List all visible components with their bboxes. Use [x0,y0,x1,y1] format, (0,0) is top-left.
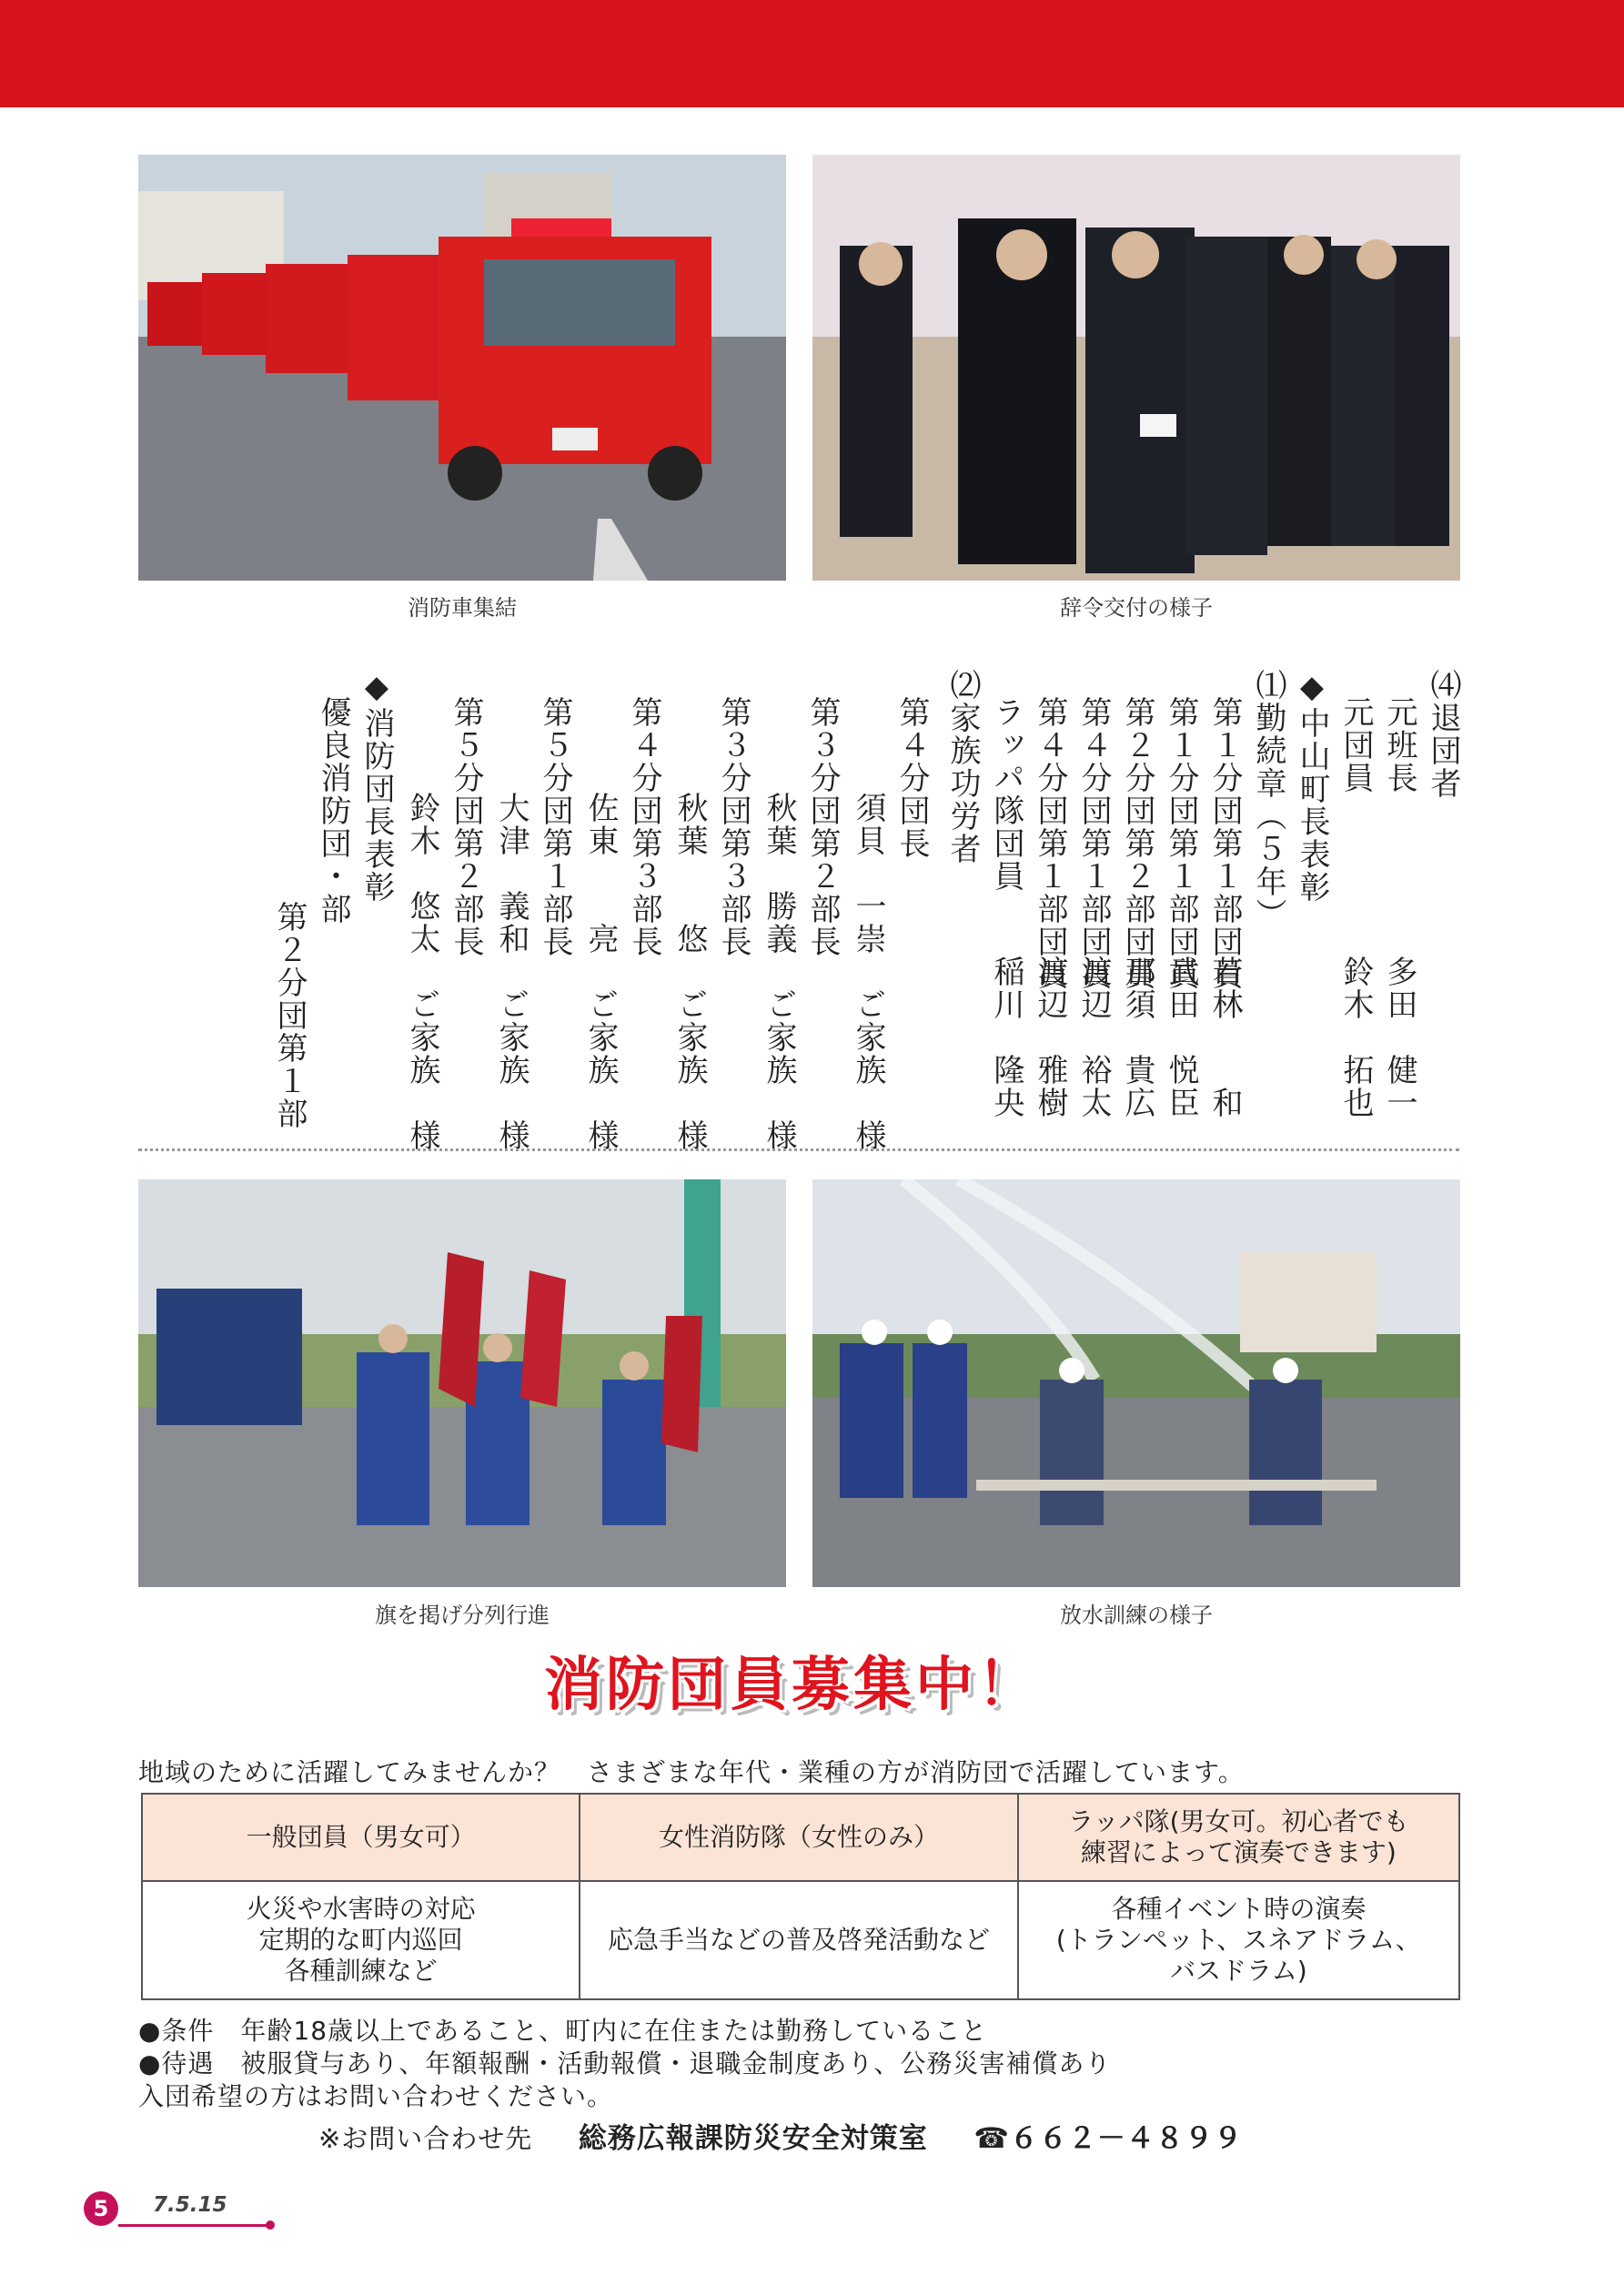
award-name: 那須 貴広 [1119,956,1155,1119]
service-heading: ⑴勤続章（５年） [1250,669,1286,931]
award-name: 武田 悦臣 [1163,956,1199,1119]
award-name: 大津 義和 ご家族 様 [493,792,530,1152]
retired-heading: ⑷退団者 [1425,669,1461,800]
table-header-cell [142,1794,580,1881]
photo-caption: 消防車集結 [408,595,517,621]
condition-line: ●待遇 被服貸与あり、年額報酬・活動報償・退職金制度あり、公務災害補償あり [138,2048,1112,2079]
cell-line: 各種訓練など [284,1956,438,1986]
award-role: 第５分団第２部長 [448,696,484,958]
header-bar [0,0,1624,107]
cell-line: 応急手当などの普及啓発活動など [607,1925,990,1955]
section-divider [138,1148,1459,1151]
award-name: 佐東 亮 ご家族 様 [582,792,619,1152]
contact-phone: ☎６６２－４８９９ [973,2122,1243,2155]
cell-line: 女性消防隊（女性のみ） [658,1822,939,1852]
cell-line: 一般団員（男女可） [246,1822,476,1852]
award-name: 渡辺 雅樹 [1032,956,1068,1119]
award-role: 第４分団第３部長 [626,696,662,958]
cell-line: 火災や水害時の対応 [246,1894,476,1924]
award-name: 秋葉 悠 ご家族 様 [671,792,708,1152]
photo-caption: 旗を掲げ分列行進 [375,1603,550,1628]
award-role: 第２分団第２部団員 [1119,696,1155,991]
award-name: 鈴木 拓也 [1337,956,1374,1119]
table-cell [1018,1881,1459,1999]
excellent-unit: 第２分団第１部 [271,901,308,1130]
award-role: ラッパ隊団員 [988,696,1024,893]
fire-trucks-photo [138,155,786,581]
award-role: 第３分団第３部長 [715,696,751,958]
contact-info [318,2115,1243,2156]
water-training-photo [812,1179,1460,1587]
recruit-title: 消防団員募集中！ [544,1652,1039,1719]
chief-award-heading: ◆消防団長表彰 [358,669,395,904]
cell-line: ラッパ隊(男女可。初心者でも [1068,1806,1409,1836]
table-header-cell [1018,1794,1459,1881]
award-name: 須貝 一崇 ご家族 様 [850,792,886,1152]
mayor-award-heading: ◆中山町長表彰 [1294,669,1330,904]
family-heading: ⑵家族功労者 [944,669,981,865]
contact-dept: 総務広報課防災安全対策室 [578,2122,928,2155]
award-role: 第１分団第１部団員 [1163,696,1199,991]
table-cell [142,1881,580,1999]
award-name: 若林 和 [1206,956,1243,1119]
recruit-table [141,1793,1460,2000]
appointment-photo [812,155,1460,581]
contact-label: ※お問い合わせ先 [318,2123,533,2154]
flag-march-photo [138,1179,786,1587]
issue-date: 7.5.15 [153,2193,227,2217]
award-role: 第４分団長 [893,696,930,860]
award-name: 鈴木 悠太 ご家族 様 [404,792,440,1152]
excellent-heading: 優良消防団・部 [315,696,351,925]
table-header-row [142,1794,1459,1881]
award-role: 第４分団第１部団員 [1032,696,1068,991]
award-name: 稲川 隆央 [988,956,1024,1119]
award-role: 第５分団第１部長 [537,696,573,958]
award-name: 多田 健一 [1381,956,1417,1119]
recruit-lead: 地域のために活躍してみませんか？ さまざまな年代・業種の方が消防団で活躍しています。 [138,1757,1245,1787]
award-name: 渡辺 裕太 [1075,956,1112,1119]
cell-line: 各種イベント時の演奏 [1111,1894,1367,1924]
condition-line: ●条件 年齢18歳以上であること、町内に在住または勤務していること [138,2016,988,2046]
award-role: 第３分団第２部長 [804,696,841,958]
cell-line: (トランペット、スネアドラム、 [1055,1925,1421,1955]
photo-caption: 放水訓練の様子 [1060,1603,1213,1628]
photo-caption: 辞令交付の様子 [1060,595,1213,621]
table-cell [580,1881,1017,1999]
award-name: 秋葉 勝義 ご家族 様 [761,792,797,1152]
footer-rule-dot [266,2220,275,2230]
award-role: 元班長 [1381,696,1417,794]
cell-line: バスドラム) [1170,1956,1307,1986]
award-role: 第１分団第１部団員 [1206,696,1243,991]
award-role: 第４分団第１部団員 [1075,696,1112,991]
cell-line: 練習によって演奏できます) [1080,1837,1397,1867]
footer-rule [118,2224,269,2227]
award-role: 元団員 [1337,696,1374,794]
page-number-badge: 5 [84,2191,118,2226]
table-header-cell [580,1794,1017,1881]
cell-line: 定期的な町内巡回 [258,1925,463,1955]
table-row [142,1881,1459,1999]
condition-line: 入団希望の方はお問い合わせください。 [138,2081,614,2111]
